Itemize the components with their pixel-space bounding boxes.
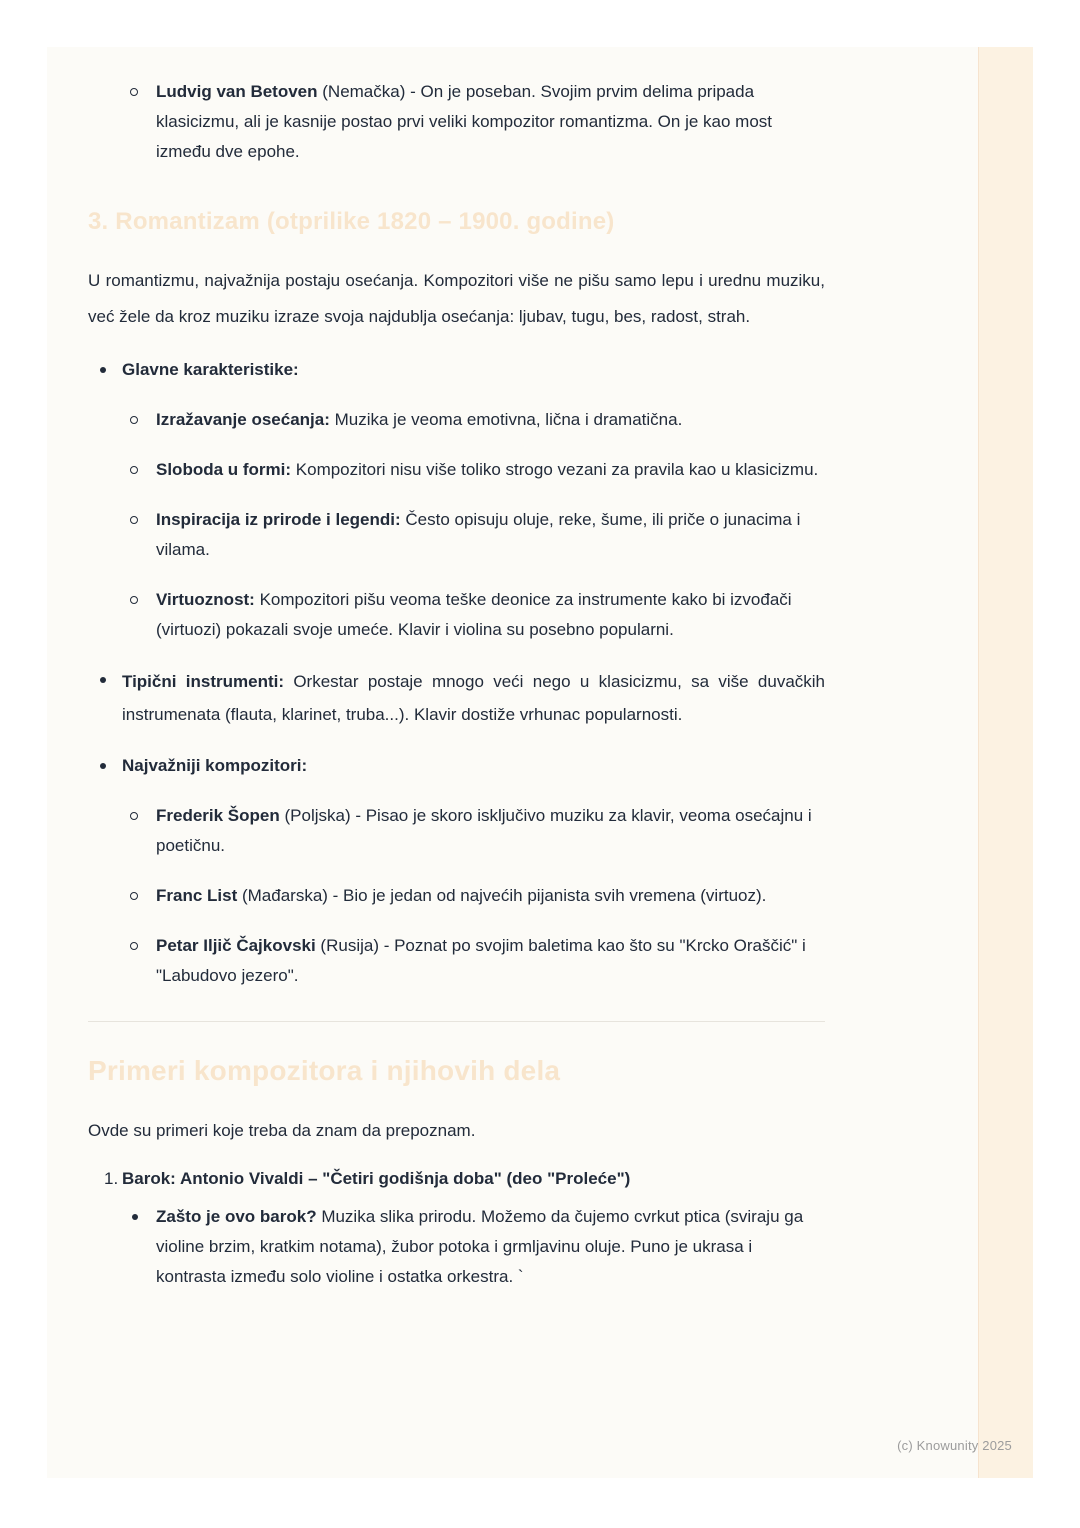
list-item-composer	[88, 881, 825, 911]
list-item-characteristic	[88, 405, 825, 435]
composer-name: Ludvig van Betoven	[156, 82, 318, 101]
hollow-bullet-icon	[130, 585, 156, 604]
examples-intro: Ovde su primeri koje treba da znam da prepoznam.	[88, 1121, 476, 1140]
solid-bullet-icon	[100, 665, 122, 683]
list-item-text	[156, 931, 825, 991]
hollow-bullet-icon	[130, 931, 156, 950]
numbered-list-item	[88, 1164, 825, 1194]
list-item-composers-label	[88, 751, 825, 781]
list-item-text	[156, 77, 825, 167]
characteristic-name: Sloboda u formi:	[156, 460, 292, 479]
solid-bullet-icon	[100, 751, 122, 769]
list-item-characteristic	[88, 585, 825, 645]
characteristic-description: Kompozitori pišu veoma teške deonice za instrumente kako bi izvođači (virtuozi) pokazali svoje umeće. Klavir i violina su posebno popularni.	[156, 590, 792, 639]
romantizam-paragraph: U romantizmu, najvažnija postaju osećanja. Kompozitori više ne pišu samo lepu i urednu muziku, već žele da kroz muziku izraze svoja najdublja osećanja: ljubav, tugu, bes, radost, strah.	[88, 271, 825, 326]
numbered-item-title: Barok: Antonio Vivaldi – "Četiri godišnja doba" (deo "Proleće")	[122, 1169, 631, 1188]
document-page	[47, 47, 978, 1478]
list-item-composer	[88, 931, 825, 991]
list-item-characteristics-label	[88, 355, 825, 385]
hollow-bullet-icon	[130, 881, 156, 900]
list-item-text: Najvažniji kompozitori:	[122, 756, 308, 775]
section-heading-romantizam: 3. Romantizam (otprilike 1820 – 1900. godine)	[88, 208, 615, 235]
characteristic-name: Virtuoznost:	[156, 590, 255, 609]
list-item-betoven	[88, 77, 825, 167]
composer-name: Frederik Šopen	[156, 806, 280, 825]
list-item-text	[156, 801, 825, 861]
list-item-text	[156, 405, 825, 435]
characteristic-description: Kompozitori nisu više toliko strogo vezani za pravila kao u klasicizmu.	[291, 460, 819, 479]
composer-name: Franc List	[156, 886, 238, 905]
list-item-characteristic	[88, 505, 825, 565]
list-item-why-barok	[88, 1202, 825, 1292]
list-item-instruments	[88, 665, 825, 731]
composer-description: (Mađarska) - Bio je jedan od najvećih pijanista svih vremena (virtuoz).	[237, 886, 767, 905]
composer-description: (Nemačka) - On je poseban. Svojim prvim delima pripada klasicizmu, ali je kasnije postao prvi veliki kompozitor romantizma. On je kao most između dve epohe.	[156, 82, 773, 161]
list-item-text	[122, 665, 825, 731]
page-edge-band	[978, 47, 1033, 1478]
question-answer: Muzika slika prirodu. Možemo da čujemo cvrkut ptica (sviraju ga violine brzim, kratkim notama), žubor potoka i grmljavinu oluje. Puno je ukrasa i kontrasta između solo violine i ostatka orkestra. `	[156, 1207, 804, 1286]
hollow-bullet-icon	[130, 77, 156, 96]
characteristic-description: Muzika je veoma emotivna, lična i dramatična.	[329, 410, 683, 429]
composer-description: (Poljska) - Pisao je skoro isključivo muziku za klavir, veoma osećajnu i poetičnu.	[156, 806, 812, 855]
list-item-text	[156, 585, 825, 645]
hollow-bullet-icon	[130, 405, 156, 424]
list-item-text	[156, 1202, 825, 1292]
list-item-text	[156, 505, 825, 565]
hollow-bullet-icon	[130, 455, 156, 474]
instruments-label: Tipični instrumenti:	[122, 672, 285, 691]
composer-name: Petar Iljič Čajkovski	[156, 936, 316, 955]
solid-bullet-icon	[100, 355, 122, 373]
solid-bullet-icon	[132, 1202, 156, 1220]
list-number: 1.	[104, 1169, 119, 1188]
hollow-bullet-icon	[130, 801, 156, 820]
list-item-characteristic	[88, 455, 825, 485]
list-item-text: Glavne karakteristike:	[122, 360, 299, 379]
list-item-text	[156, 455, 825, 485]
section-heading-primeri: Primeri kompozitora i njihovih dela	[88, 1055, 561, 1086]
characteristic-description: Često opisuju oluje, reke, šume, ili priče o junacima i vilama.	[156, 510, 801, 559]
characteristic-name: Izražavanje osećanja:	[156, 410, 330, 429]
composer-description: (Rusija) - Poznat po svojim baletima kao što su "Krcko Oraščić" i "Labudovo jezero".	[156, 936, 806, 985]
list-item-text	[156, 881, 825, 911]
copyright-watermark: (c) Knowunity 2025	[897, 1438, 1012, 1453]
list-item-composer	[88, 801, 825, 861]
question-lead: Zašto je ovo barok?	[156, 1207, 317, 1226]
characteristic-name: Inspiracija iz prirode i legendi:	[156, 510, 401, 529]
instruments-description: Orkestar postaje mnogo veći nego u klasicizmu, sa više duvačkih instrumenata (flauta, klarinet, truba...). Klavir dostiže vrhunac popularnosti.	[122, 672, 825, 724]
section-divider	[88, 1021, 825, 1022]
hollow-bullet-icon	[130, 505, 156, 524]
